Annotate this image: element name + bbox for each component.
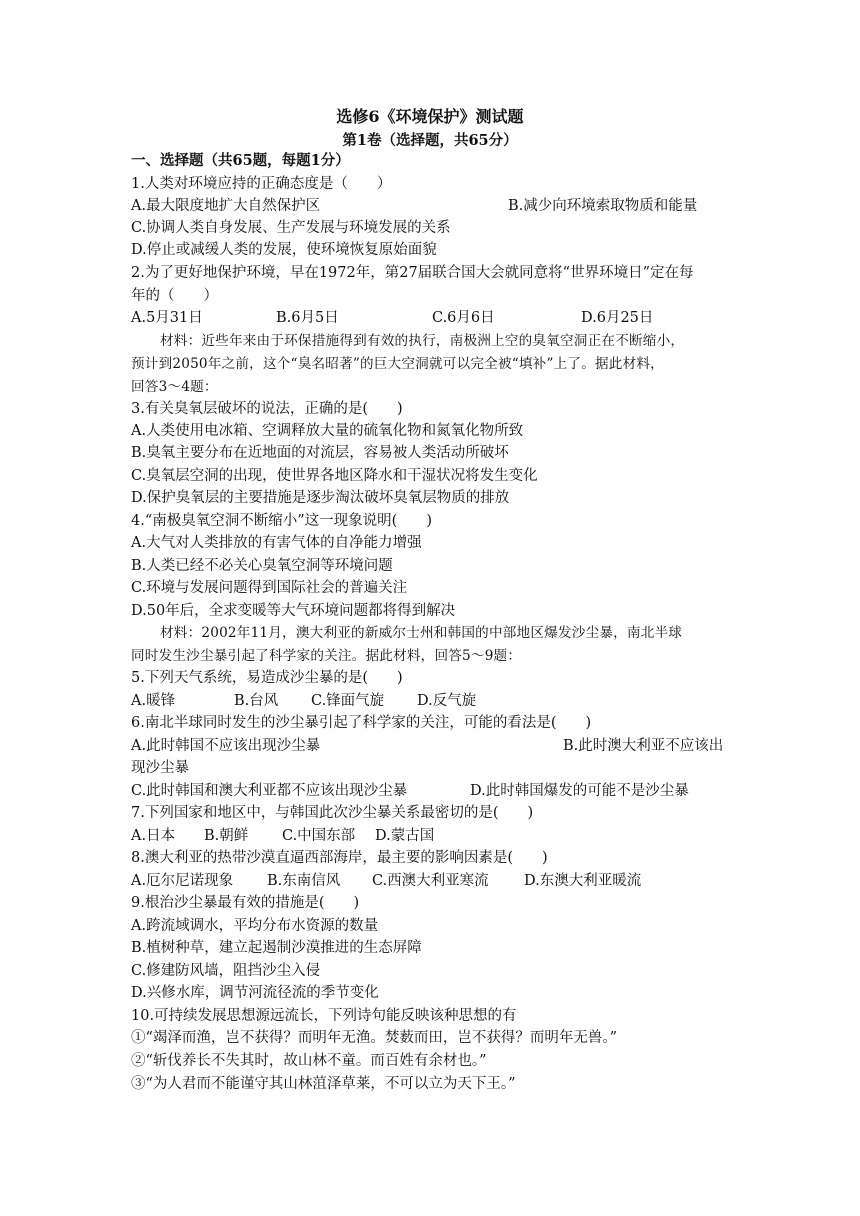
question-8-option-b: B.东南信风 — [267, 873, 341, 889]
question-5-option-d: D.反气旋 — [417, 693, 477, 709]
page-title: 选修6《环境保护》测试题 — [336, 107, 524, 126]
question-8-option-d: D.东澳大利亚暖流 — [524, 873, 642, 889]
question-8-option-a: A.厄尔尼诺现象 — [131, 873, 234, 889]
question-1-option-c: C.协调人类自身发展、生产发展与环境发展的关系 — [131, 220, 451, 236]
question-8-stem: 8.澳大利亚的热带沙漠直逼西部海岸，最主要的影响因素是( ) — [131, 850, 548, 866]
question-7-option-d: D.蒙古国 — [375, 828, 435, 844]
question-9-option-d: D.兴修水库，调节河流径流的季节变化 — [131, 985, 379, 1001]
question-3-option-c: C.臭氧层空洞的出现，使世界各地区降水和干湿状况将发生变化 — [131, 468, 538, 484]
question-6-option-b: B.此时澳大利亚不应该出 — [563, 738, 724, 754]
question-5-option-c: C.锋面气旋 — [311, 693, 385, 709]
question-6-stem: 6.南北半球同时发生的沙尘暴引起了科学家的关注，可能的看法是( ) — [131, 715, 592, 731]
question-3-option-b: B.臭氧主要分布在近地面的对流层，容易被人类活动所破坏 — [131, 445, 509, 461]
question-5-option-a: A.暖锋 — [131, 693, 176, 709]
question-10-item-2: ②“斩伐养长不失其时，故山林不童。而百姓有余材也。” — [131, 1053, 487, 1069]
material-1-line-3: 回答3～4题： — [131, 379, 218, 395]
question-7-option-c: C.中国东部 — [282, 828, 356, 844]
question-10-item-1: ①“竭泽而渔，岂不获得？而明年无渔。焚薮而田，岂不获得？而明年无兽。” — [131, 1030, 618, 1046]
question-2-stem: 2.为了更好地保护环境，早在1972年，第27届联合国大会就同意将“世界环境日”定在每 — [131, 265, 694, 281]
question-9-option-b: B.植树种草，建立起遏制沙漠推进的生态屏障 — [131, 940, 422, 956]
question-2-stem-cont: 年的（ ） — [131, 288, 218, 304]
question-10-stem: 10.可持续发展思想源远流长，下列诗句能反映该种思想的有 — [131, 1008, 517, 1024]
page-subtitle: 第1卷（选择题，共65分） — [342, 132, 518, 149]
question-9-stem: 9.根治沙尘暴最有效的措施是( ) — [131, 895, 360, 911]
question-3-option-a: A.人类使用电冰箱、空调释放大量的硫氧化物和氮氧化物所致 — [131, 423, 524, 439]
question-1-option-a: A.最大限度地扩大自然保护区 — [131, 198, 321, 214]
material-1-line-2: 预计到2050年之前，这个“臭名昭著”的巨大空洞就可以完全被“填补”上了。据此材料， — [131, 356, 664, 372]
question-2-option-a: A.5月31日 — [131, 310, 203, 326]
question-2-option-d: D.6月25日 — [581, 310, 654, 326]
section-heading: 一、选择题（共65题，每题1分） — [131, 152, 350, 169]
question-2-option-b: B.6月5日 — [276, 310, 339, 326]
question-6-option-c: C.此时韩国和澳大利亚都不应该出现沙尘暴 — [131, 783, 408, 799]
question-9-option-a: A.跨流域调水，平均分布水资源的数量 — [131, 918, 379, 934]
question-5-stem: 5.下列天气系统，易造成沙尘暴的是( ) — [131, 670, 403, 686]
material-2-line-1: 材料：2002年11月，澳大利亚的新威尔士州和韩国的中部地区爆发沙尘暴，南北半球 — [160, 625, 683, 641]
question-7-option-b: B.朝鲜 — [204, 828, 249, 844]
question-3-option-d: D.保护臭氧层的主要措施是逐步淘汰破坏臭氧层物质的排放 — [131, 490, 510, 506]
question-4-option-a: A.大气对人类排放的有害气体的自净能力增强 — [131, 535, 422, 551]
question-4-option-b: B.人类已经不必关心臭氧空洞等环境问题 — [131, 558, 393, 574]
question-7-stem: 7.下列国家和地区中，与韩国此次沙尘暴关系最密切的是( ) — [131, 805, 534, 821]
question-3-stem: 3.有关臭氧层破坏的说法，正确的是( ) — [131, 401, 403, 417]
question-6-option-d: D.此时韩国爆发的可能不是沙尘暴 — [470, 783, 689, 799]
material-2-line-2: 同时发生沙尘暴引起了科学家的关注。据此材料，回答5～9题： — [131, 648, 522, 664]
question-5-option-b: B.台风 — [234, 693, 279, 709]
question-1-option-b: B.减少向环境索取物质和能量 — [508, 198, 698, 214]
question-1-stem: 1.人类对环境应持的正确态度是（ ） — [131, 176, 392, 192]
question-6-option-a: A.此时韩国不应该出现沙尘暴 — [131, 738, 321, 754]
question-4-option-d: D.50年后，全求变暖等大气环境问题都将得到解决 — [131, 603, 456, 619]
question-7-option-a: A.日本 — [131, 828, 176, 844]
question-4-stem: 4.“南极臭氧空洞不断缩小”这一现象说明( ) — [131, 513, 432, 529]
question-10-item-3: ③“为人君而不能谨守其山林菹泽草莱，不可以立为天下王。” — [131, 1076, 516, 1092]
question-2-option-c: C.6月6日 — [432, 310, 495, 326]
material-1-line-1: 材料：近些年来由于环保措施得到有效的执行，南极洲上空的臭氧空洞正在不断缩小， — [160, 333, 685, 349]
question-8-option-c: C.西澳大利亚寒流 — [372, 873, 489, 889]
question-6-option-b-cont: 现沙尘暴 — [131, 760, 189, 776]
question-1-option-d: D.停止或减缓人类的发展，使环境恢复原始面貌 — [131, 242, 437, 258]
question-9-option-c: C.修建防风墙，阻挡沙尘入侵 — [131, 963, 321, 979]
question-4-option-c: C.环境与发展问题得到国际社会的普遍关注 — [131, 580, 408, 596]
